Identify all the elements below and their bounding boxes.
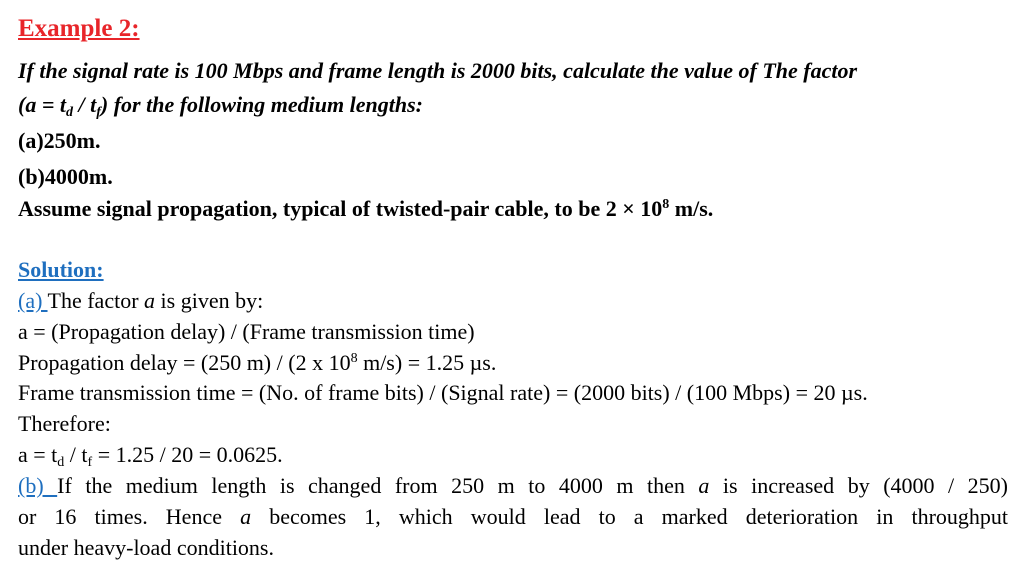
result-suffix: = 1.25 / 20 = 0.0625. <box>92 442 283 467</box>
propagation-delay-line <box>18 350 496 376</box>
b2-prefix: or 16 times. Hence <box>18 504 241 529</box>
result-mid: / t <box>64 442 88 467</box>
assume-suffix: m/s. <box>669 196 714 221</box>
solution-a-intro <box>18 288 263 314</box>
a-var: a <box>144 288 156 313</box>
example-title: Example 2: <box>18 15 140 42</box>
result-line <box>18 442 283 468</box>
result-prefix: a = t <box>18 442 58 467</box>
assumption <box>18 196 713 222</box>
b2-suffix: becomes 1, which would lead to a marked deterioration in throughput <box>251 504 1009 529</box>
a-text-suffix: is given by: <box>155 288 264 313</box>
solution-a-label: (a) <box>18 288 48 313</box>
therefore-line: Therefore: <box>18 411 111 436</box>
assume-prefix: Assume signal propagation, typical of twisted-pair cable, to be 2 × 10 <box>18 196 663 221</box>
solution-b-line-2 <box>18 504 1008 530</box>
assume-sup: 8 <box>662 197 670 212</box>
question-line-2 <box>18 92 423 118</box>
result-sub-f: f <box>87 455 93 470</box>
q2-mid: / t <box>72 92 97 117</box>
question-item-a: (a)250m. <box>18 128 101 153</box>
q2-sub-d: d <box>65 105 73 120</box>
q2-suffix: ) for the following medium lengths: <box>100 92 423 117</box>
prop-sup: 8 <box>350 351 358 366</box>
a-text-prefix: The factor <box>47 288 145 313</box>
question-item-b: (b)4000m. <box>18 164 113 189</box>
b1-suffix: is increased by (4000 / 250) <box>709 473 1008 498</box>
prop-prefix: Propagation delay = (250 m) / (2 x 10 <box>18 350 351 375</box>
b-var: a <box>698 473 710 498</box>
frame-time-line: Frame transmission time = (No. of frame bits) / (Signal rate) = (2000 bits) / (100 Mbps) = 20 µs. <box>18 380 868 405</box>
question-line-1: If the signal rate is 100 Mbps and frame length is 2000 bits, calculate the value of The factor <box>18 58 858 83</box>
solution-b-line-3: under heavy-load conditions. <box>18 535 274 560</box>
formula-line: a = (Propagation delay) / (Frame transmission time) <box>18 319 475 344</box>
solution-b-label: (b) <box>18 473 58 498</box>
q2-sub-f: f <box>96 105 101 120</box>
b-var-2: a <box>240 504 252 529</box>
result-sub-d: d <box>57 455 65 470</box>
solution-b-line-1 <box>18 473 1008 499</box>
q2-prefix: (a = t <box>18 92 66 117</box>
prop-suffix: m/s) = 1.25 µs. <box>357 350 497 375</box>
b1-prefix: If the medium length is changed from 250 m to 4000 m then <box>57 473 699 498</box>
solution-heading: Solution: <box>18 257 104 282</box>
